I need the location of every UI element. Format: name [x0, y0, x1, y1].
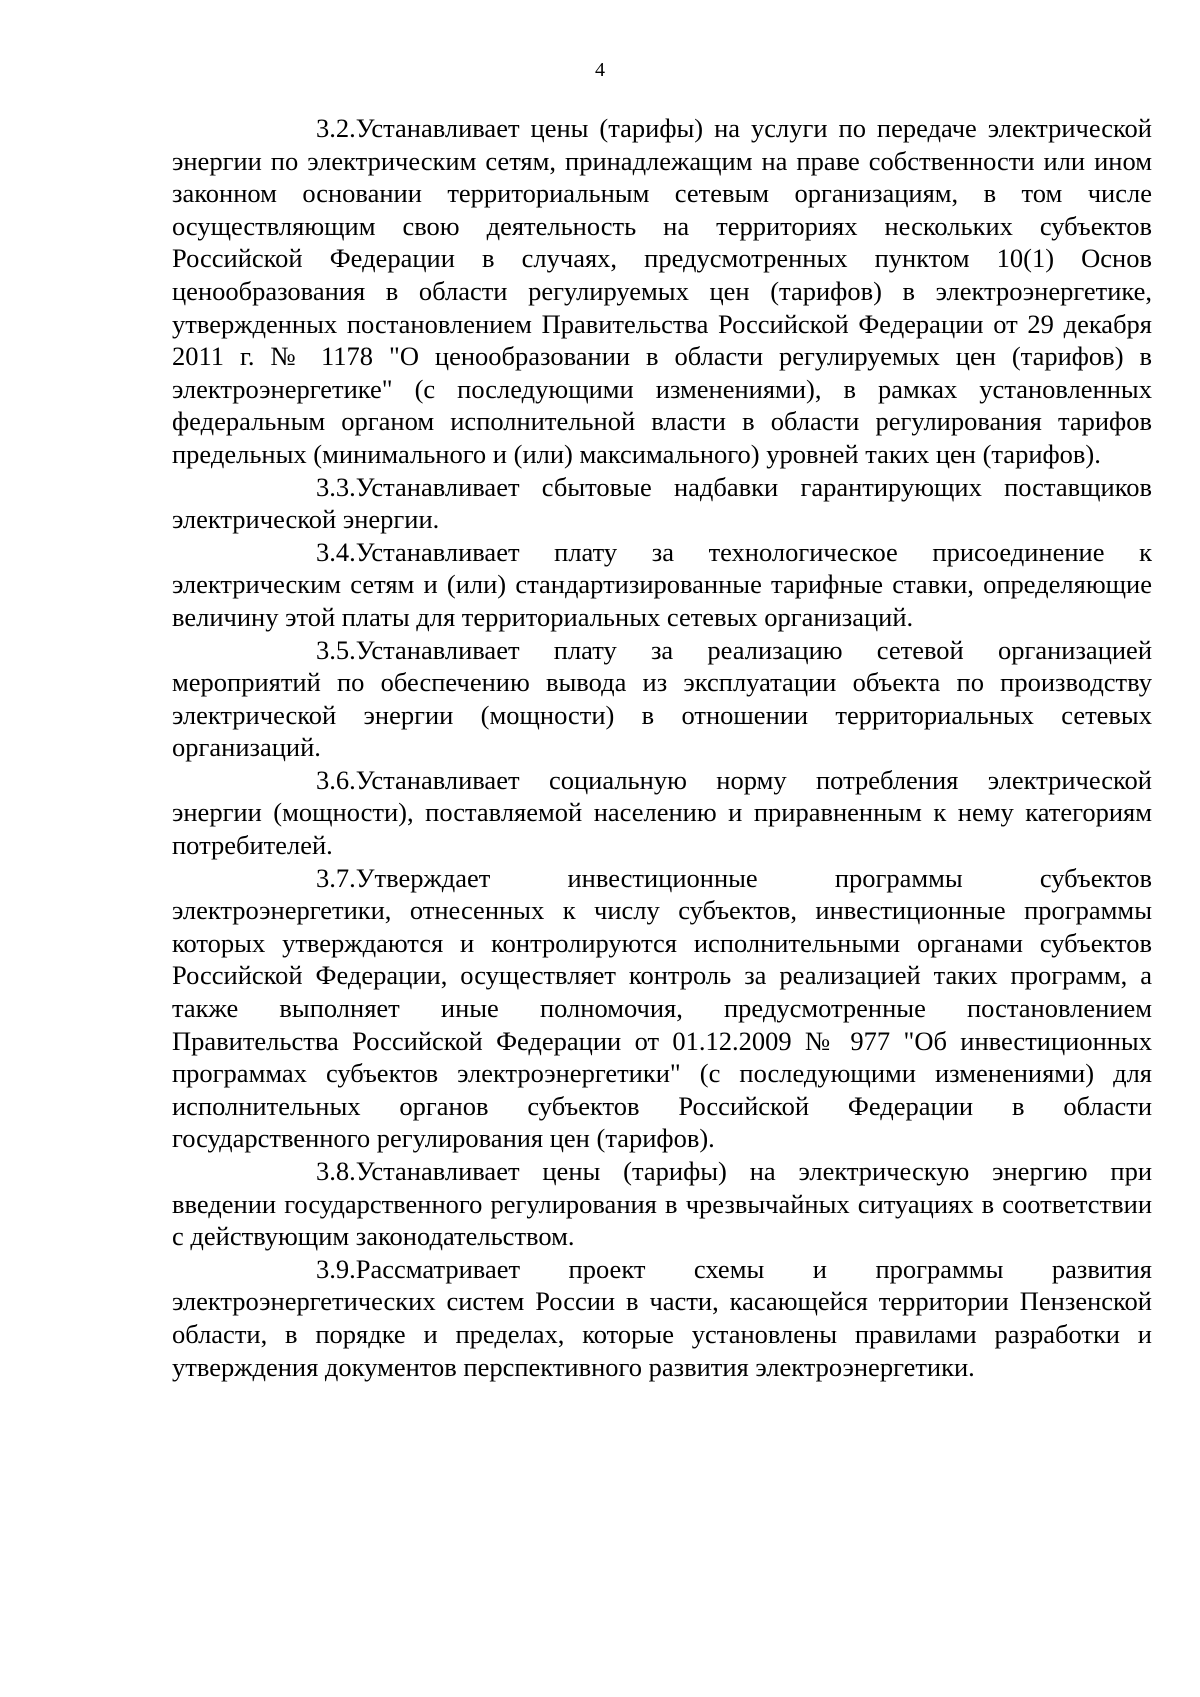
paragraph-number: 3.9. [316, 1253, 356, 1284]
paragraph-text: Устанавливает сбытовые надбавки гарантирующих поставщиков электрической энергии. [172, 471, 1152, 535]
paragraph-number: 3.6. [316, 764, 356, 795]
paragraph-number: 3.2. [316, 113, 356, 143]
paragraph-3-5 [172, 634, 1152, 764]
paragraph-3-7 [172, 862, 1152, 1155]
paragraph-3-3 [172, 471, 1152, 536]
paragraph-text: Утверждает инвестиционные программы субъектов электроэнергетики, отнесенных к числу субъектов, инвестиционные программы которых утверждаются и контролируются исполнительными органами субъектов Российской Федерации, осуществляет контроль за реализацией таких программ, а также выполняет иные полномочия, предусмотренные постановлением Правительства Российской Федерации от 01.12.2009 № 977 "Об инвестиционных программах субъектов электроэнергетики" (с последующими изменениями) для исполнительных органов субъектов Российской Федерации в области государственного регулирования цен (тарифов). [172, 862, 1152, 1154]
paragraph-number: 3.8. [316, 1156, 356, 1186]
paragraph-number: 3.5. [316, 634, 356, 665]
paragraph-text: Устанавливает плату за реализацию сетевой организацией мероприятий по обеспечению вывода из эксплуатации объекта по производству электрической энергии (мощности) в отношении территориальных сетевых организаций. [172, 634, 1152, 763]
document-body [172, 112, 1152, 1383]
paragraph-number: 3.4. [316, 536, 356, 567]
paragraph-number: 3.3. [316, 471, 356, 502]
paragraph-3-8 [172, 1155, 1152, 1253]
paragraph-3-4 [172, 536, 1152, 634]
paragraph-3-2 [172, 112, 1152, 471]
paragraph-number: 3.7. [316, 862, 356, 893]
page-number: 4 [595, 59, 605, 81]
paragraph-3-9 [172, 1253, 1152, 1383]
paragraph-text: Устанавливает цены (тарифы) на электрическую энергию при введении государственного регулирования в чрезвычайных ситуациях в соответствии с действующим законодательством. [172, 1156, 1152, 1252]
paragraph-text: Устанавливает цены (тарифы) на услуги по передаче электрической энергии по электрическим сетям, принадлежащим на праве собственности или ином законном основании территориальным сетевым организациям, в том числе осуществляющим свою деятельность на территориях нескольких субъектов Российской Федерации в случаях, предусмотренных пунктом 10(1) Основ ценообразования в области регулируемых цен (тарифов) в электроэнергетике, утвержденных постановлением Правительства Российской Федерации от 29 декабря 2011 г. № 1178 "О ценообразовании в области регулируемых цен (тарифов) в электроэнергетике" (с последующими изменениями), в рамках установленных федеральным органом исполнительной власти в области регулирования тарифов предельных (минимального и (или) максимального) уровней таких цен (тарифов). [172, 113, 1152, 469]
paragraph-3-6 [172, 764, 1152, 862]
paragraph-text: Рассматривает проект схемы и программы развития электроэнергетических систем России в части, касающейся территории Пензенской области, в порядке и пределах, которые установлены правилами разработки и утверждения документов перспективного развития электроэнергетики. [172, 1253, 1152, 1382]
paragraph-text: Устанавливает социальную норму потребления электрической энергии (мощности), поставляемой населению и приравненным к нему категориям потребителей. [172, 764, 1152, 861]
paragraph-text: Устанавливает плату за технологическое присоединение к электрическим сетям и (или) стандартизированные тарифные ставки, определяющие величину этой платы для территориальных сетевых организаций. [172, 536, 1152, 632]
